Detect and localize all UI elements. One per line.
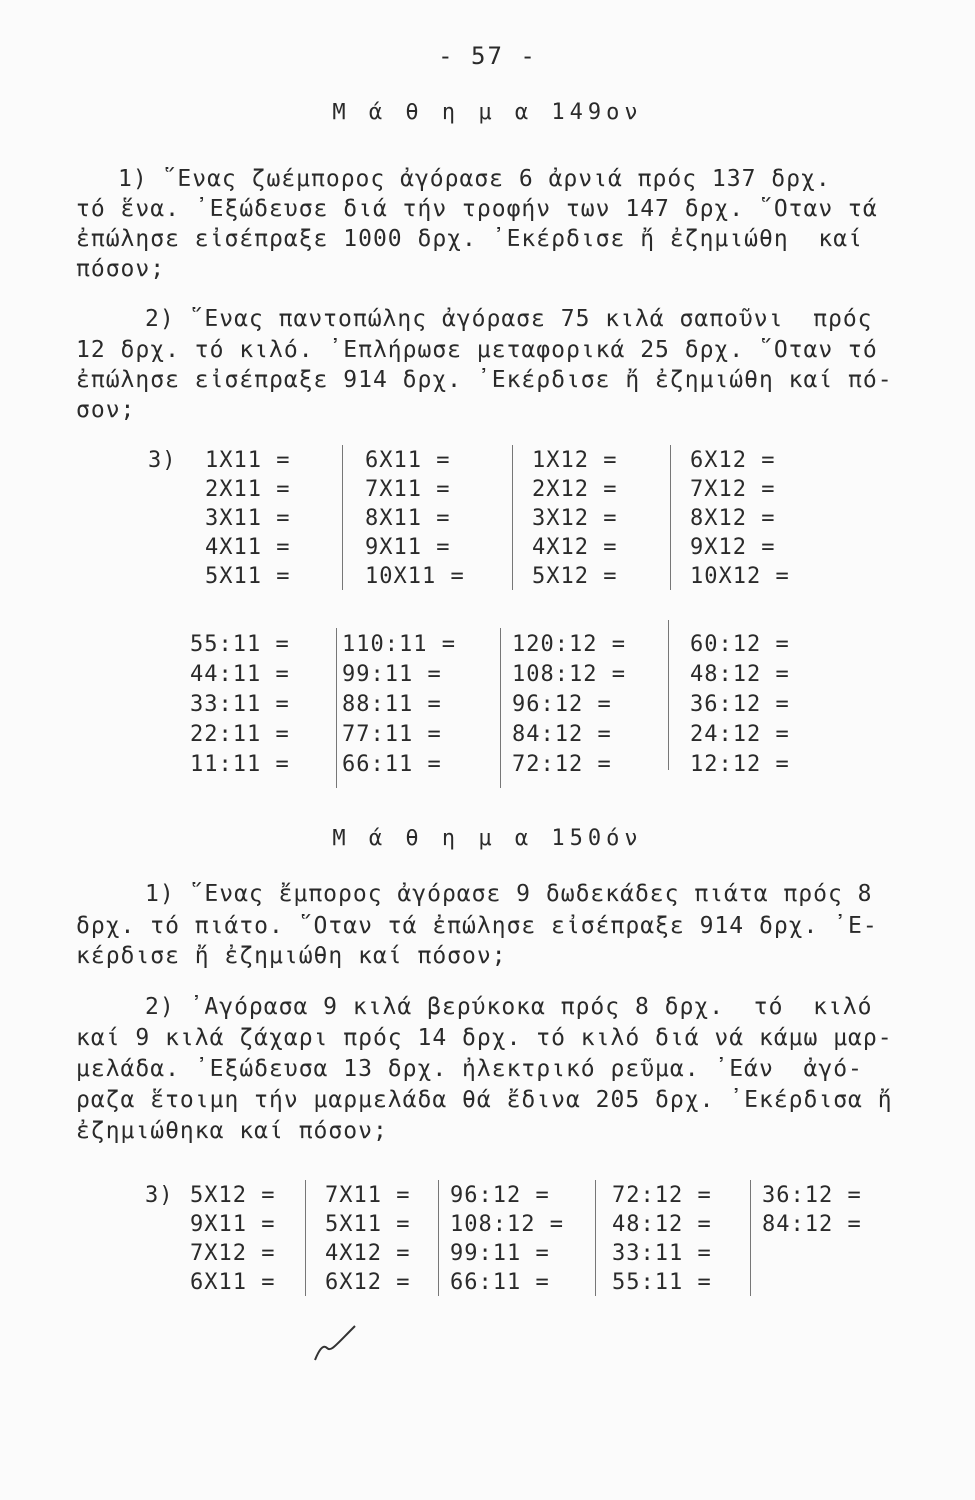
table-cell: 1X11 =: [205, 448, 291, 473]
table-cell: 7X12 =: [690, 477, 776, 502]
l149-p1-line-4: πόσον;: [76, 256, 166, 282]
table-cell: 5X11 =: [325, 1212, 411, 1237]
column-divider: [500, 628, 501, 788]
table-cell: 24:12 =: [690, 722, 790, 747]
table-cell: 1X12 =: [532, 448, 618, 473]
table-cell: 84:12 =: [762, 1212, 862, 1237]
table-cell: 5X12 =: [190, 1183, 276, 1208]
table-cell: 77:11 =: [342, 722, 442, 747]
table-cell: 4X12 =: [532, 535, 618, 560]
table-cell: 33:11 =: [612, 1241, 712, 1266]
lesson-150-title: Μ ά θ η μ α 150όν: [332, 826, 643, 851]
table-cell: 55:11 =: [612, 1270, 712, 1295]
table-cell: 110:11 =: [342, 632, 456, 657]
table-cell: 99:11 =: [450, 1241, 550, 1266]
table-cell: 33:11 =: [190, 692, 290, 717]
table-cell: 36:12 =: [690, 692, 790, 717]
table-cell: 3X12 =: [532, 506, 618, 531]
table-cell: 4X11 =: [205, 535, 291, 560]
column-divider: [512, 445, 513, 590]
table-cell: 108:12 =: [512, 662, 626, 687]
l150-exercise-3-label: 3): [145, 1183, 174, 1208]
table-cell: 9X11 =: [190, 1212, 276, 1237]
table-cell: 2X12 =: [532, 477, 618, 502]
l149-p1-line-2: τό ἕνα. ᾽Εξώδευσε διά τήν τροφήν των 147 δρχ. ῞Οταν τά: [76, 196, 878, 222]
table-cell: 84:12 =: [512, 722, 612, 747]
table-cell: 48:12 =: [690, 662, 790, 687]
column-divider: [305, 1180, 306, 1296]
table-cell: 11:11 =: [190, 752, 290, 777]
table-cell: 7X11 =: [365, 477, 451, 502]
l149-p2-line-1: 2) ῞Ενας παντοπώλης ἀγόρασε 75 κιλά σαποῦνι πρός: [145, 306, 873, 332]
table-cell: 5X12 =: [532, 564, 618, 589]
l149-p1-line-3: ἐπώλησε εἰσέπραξε 1000 δρχ. ᾽Εκέρδισε ἤ ἐζημιώθη καί: [76, 226, 863, 252]
table-cell: 12:12 =: [690, 752, 790, 777]
column-divider: [336, 628, 337, 788]
table-cell: 36:12 =: [762, 1183, 862, 1208]
table-cell: 4X12 =: [325, 1241, 411, 1266]
table-cell: 66:11 =: [450, 1270, 550, 1295]
column-divider: [342, 445, 343, 590]
l150-p2-line-5: ἐζημιώθηκα καί πόσον;: [76, 1118, 388, 1144]
l150-p1-line-2: δρχ. τό πιάτο. ῞Οταν τά ἐπώλησε εἰσέπραξε 914 δρχ. ᾽Ε-: [76, 913, 878, 939]
l149-p2-line-3: ἐπώλησε εἰσέπραξε 914 δρχ. ᾽Εκέρδισε ἤ ἐζημιώθη καί πό-: [76, 367, 893, 393]
page-number: - 57 -: [438, 42, 537, 70]
table-cell: 99:11 =: [342, 662, 442, 687]
table-cell: 22:11 =: [190, 722, 290, 747]
table-cell: 5X11 =: [205, 564, 291, 589]
table-cell: 6X11 =: [365, 448, 451, 473]
l150-p1-line-3: κέρδισε ἤ ἐζημιώθη καί πόσον;: [76, 943, 507, 969]
table-cell: 9X12 =: [690, 535, 776, 560]
column-divider: [750, 1180, 751, 1296]
table-cell: 120:12 =: [512, 632, 626, 657]
l150-p2-line-2: καί 9 κιλά ζάχαρι πρός 14 δρχ. τό κιλό διά νά κάμω μαρ-: [76, 1025, 893, 1051]
table-cell: 108:12 =: [450, 1212, 564, 1237]
table-cell: 6X11 =: [190, 1270, 276, 1295]
table-cell: 9X11 =: [365, 535, 451, 560]
table-cell: 72:12 =: [512, 752, 612, 777]
table-cell: 6X12 =: [690, 448, 776, 473]
column-divider: [595, 1180, 596, 1296]
l150-p2-line-4: ραζα ἕτοιμη τήν μαρμελάδα θά ἔδινα 205 δρχ. ᾽Εκέρδισα ἤ: [76, 1087, 893, 1113]
column-divider: [668, 620, 669, 770]
column-divider: [670, 445, 671, 590]
table-cell: 3X11 =: [205, 506, 291, 531]
table-cell: 6X12 =: [325, 1270, 411, 1295]
table-cell: 48:12 =: [612, 1212, 712, 1237]
table-cell: 60:12 =: [690, 632, 790, 657]
table-cell: 55:11 =: [190, 632, 290, 657]
table-cell: 66:11 =: [342, 752, 442, 777]
table-cell: 7X11 =: [325, 1183, 411, 1208]
table-cell: 10X12 =: [690, 564, 790, 589]
table-cell: 8X12 =: [690, 506, 776, 531]
l150-p2-line-3: μελάδα. ᾽Εξώδευσα 13 δρχ. ἠλεκτρικό ρεῦμα. ᾽Εάν ἀγό-: [76, 1056, 863, 1082]
l150-p1-line-1: 1) ῞Ενας ἔμπορος ἀγόρασε 9 δωδεκάδες πιάτα πρός 8: [145, 881, 873, 907]
table-cell: 2X11 =: [205, 477, 291, 502]
table-cell: 7X12 =: [190, 1241, 276, 1266]
table-cell: 88:11 =: [342, 692, 442, 717]
table-cell: 8X11 =: [365, 506, 451, 531]
l149-p2-line-4: σον;: [76, 397, 136, 423]
table-cell: 72:12 =: [612, 1183, 712, 1208]
table-cell: 96:12 =: [450, 1183, 550, 1208]
column-divider: [438, 1180, 439, 1296]
lesson-149-title: Μ ά θ η μ α 149ον: [332, 100, 643, 125]
table-cell: 96:12 =: [512, 692, 612, 717]
handwritten-check-mark: [305, 1320, 365, 1370]
l150-p2-line-1: 2) ᾽Αγόρασα 9 κιλά βερύκοκα πρός 8 δρχ. τό κιλό: [145, 994, 873, 1020]
table-cell: 44:11 =: [190, 662, 290, 687]
l149-p2-line-2: 12 δρχ. τό κιλό. ᾽Επλήρωσε μεταφορικά 25 δρχ. ῞Οταν τό: [76, 337, 878, 363]
l149-exercise-3-label: 3): [148, 448, 177, 473]
table-cell: 10X11 =: [365, 564, 465, 589]
l149-p1-line-1: 1) ῞Ενας ζωέμπορος ἀγόρασε 6 ἀρνιά πρός 137 δρχ.: [118, 166, 831, 192]
